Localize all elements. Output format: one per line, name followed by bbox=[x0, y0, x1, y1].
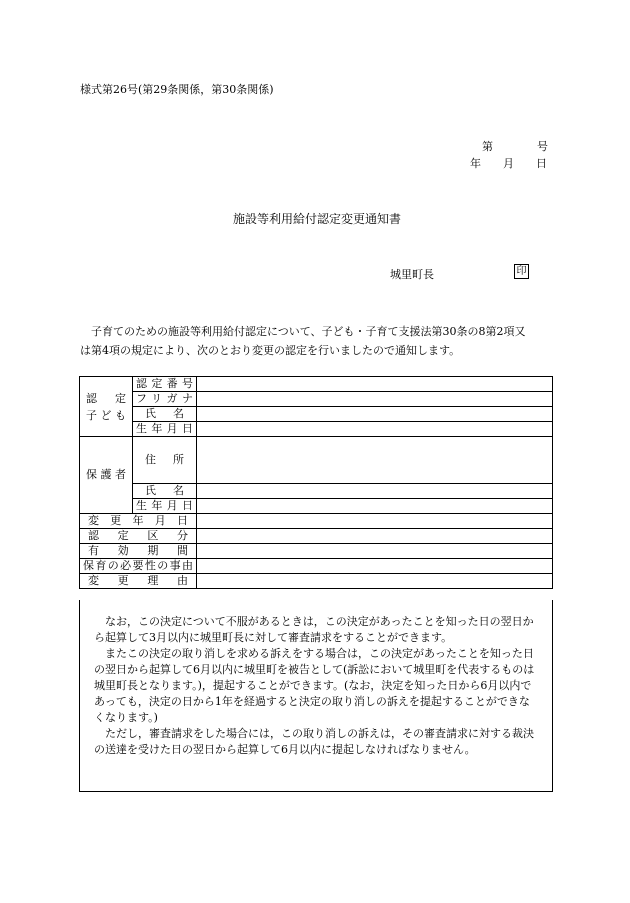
row-label-furigana: フリガナ bbox=[133, 392, 197, 407]
intro-text bbox=[80, 322, 552, 360]
page-title: 施設等利用給付認定変更通知書 bbox=[233, 212, 402, 226]
change-date-value bbox=[197, 514, 553, 529]
row-label-care-reason: 保育の必要性の事由 bbox=[80, 559, 197, 574]
row-label-cert-number: 認定番号 bbox=[133, 377, 197, 392]
form-number: 様式第26号(第29条関係，第30条関係) bbox=[80, 83, 274, 96]
notice-paragraph: またこの決定の取り消しを求める訴えをする場合は，この決定があったことを知った日の翌日から起算して6月以内に城里町を被告として(訴訟において城里町を代表するものは城里町長となります。)，提起することができます。(なお，決定を知った日から6月以内であっても，決定の日から1年を経過すると決定の取り消しの訴えを提起することができなくなります。) bbox=[94, 647, 535, 724]
cert-number-value bbox=[197, 377, 553, 392]
certification-table bbox=[79, 376, 553, 589]
seal-stamp: 印 bbox=[514, 264, 529, 279]
change-reason-value bbox=[197, 574, 553, 589]
care-reason-value bbox=[197, 559, 553, 574]
row-label-change-reason: 変更理由 bbox=[80, 574, 197, 589]
row-label-guardian-birthdate: 生年月日 bbox=[133, 499, 197, 514]
row-label-cert-category: 認定区分 bbox=[80, 529, 197, 544]
appeal-notice bbox=[79, 600, 553, 792]
guardian-birthdate-value bbox=[197, 499, 553, 514]
child-birthdate-value bbox=[197, 422, 553, 437]
row-label-valid-period: 有効期間 bbox=[80, 544, 197, 559]
notice-paragraph: なお，この決定について不服があるときは，この決定があったことを知った日の翌日から起算して3月以内に城里町長に対して審査請求をすることができます。 bbox=[94, 615, 534, 644]
row-label-child-name: 氏 名 bbox=[133, 407, 197, 422]
document-date: 年 月 日 bbox=[470, 157, 547, 170]
issuer-name: 城里町長 bbox=[390, 268, 434, 281]
child-name-value bbox=[197, 407, 553, 422]
address-value bbox=[197, 437, 553, 484]
row-label-address: 住 所 bbox=[133, 437, 197, 484]
row-label-child-birthdate: 生年月日 bbox=[133, 422, 197, 437]
intro-line: は第4項の規定により、次のとおり変更の認定を行いましたので通知します。 bbox=[80, 344, 461, 357]
notice-paragraph: ただし，審査請求をした場合には，この取り消しの訴えは，その審査請求に対する裁決の送達を受けた日の翌日から起算して6月以内に提起しなければなりません。 bbox=[94, 727, 534, 756]
row-label-change-date: 変更年月日 bbox=[80, 514, 197, 529]
valid-period-value bbox=[197, 544, 553, 559]
child-group-label: 認 定 子ども bbox=[80, 377, 133, 437]
guardian-name-value bbox=[197, 484, 553, 499]
guardian-group-label: 保護者 bbox=[80, 437, 133, 514]
furigana-value bbox=[197, 392, 553, 407]
cert-category-value bbox=[197, 529, 553, 544]
document-number: 第 号 bbox=[482, 140, 548, 153]
row-label-guardian-name: 氏 名 bbox=[133, 484, 197, 499]
intro-line: 子育てのための施設等利用給付認定について、子ども・子育て支援法第30条の8第2項又 bbox=[80, 325, 526, 338]
